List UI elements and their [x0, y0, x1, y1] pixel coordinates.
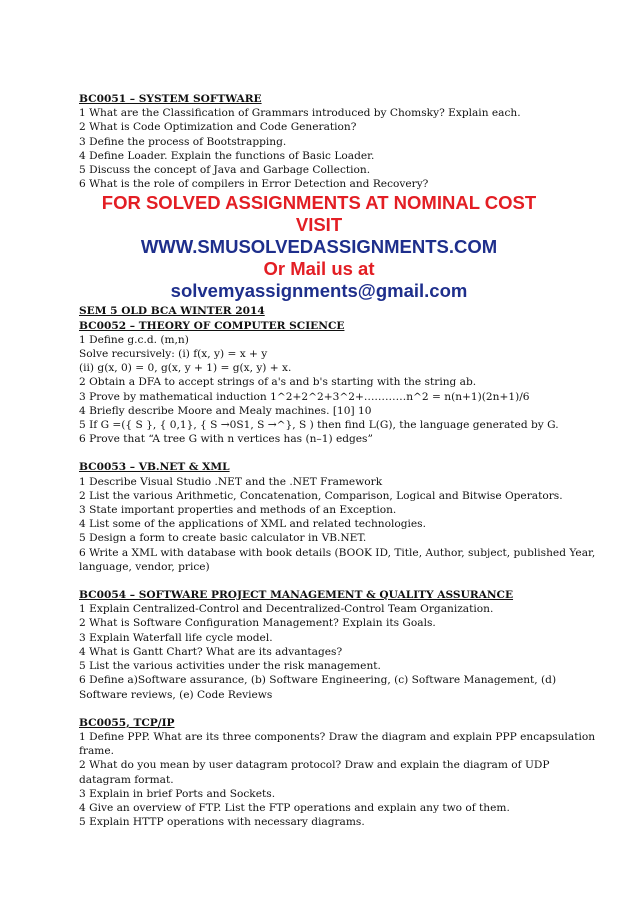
question-line: 5 List the various activities under the risk management. [79, 660, 381, 673]
spacer [79, 702, 598, 716]
promo-visit: VISIT [295, 214, 343, 236]
question-line: 4 Give an overview of FTP. List the FTP operations and explain any two of them. [79, 801, 510, 814]
question-line: 2 List the various Arithmetic, Concatenation, Comparison, Logical and Bitwise Operators. [79, 489, 563, 502]
promo-website-link[interactable]: WWW.SMUSOLVEDASSIGNMENTS.COM [140, 236, 498, 258]
question-line: (ii) g(x, 0) = 0, g(x, y + 1) = g(x, y) + x. [79, 362, 292, 375]
question-line: 5 Design a form to create basic calculator in VB.NET. [79, 532, 367, 545]
section-title: BC0054 – SOFTWARE PROJECT MANAGEMENT & QUALITY ASSURANCE [79, 589, 514, 602]
question-line: 5 If G =({ S }, { 0,1}, { S →0S1, S →^}, S ) then find L(G), the language generated by G. [79, 419, 559, 432]
section-title: BC0055, TCP/IP [79, 716, 175, 729]
question-line: 4 Define Loader. Explain the functions of Basic Loader. [79, 149, 375, 162]
section-title: BC0053 – VB.NET & XML [79, 461, 230, 474]
promo-email-link[interactable]: solvemyassignments@gmail.com [170, 280, 468, 302]
section-bc0055 [79, 716, 598, 830]
section-bc0052 [79, 304, 598, 446]
question-line: 1 Define PPP. What are its three components? Draw the diagram and explain PPP encapsulation frame. [79, 730, 596, 758]
section-bc0053 [79, 460, 598, 574]
question-line: 3 Prove by mathematical induction 1^2+2^2+3^2+…………n^2 = n(n+1)(2n+1)/6 [79, 390, 530, 403]
question-line: 3 State important properties and methods of an Exception. [79, 504, 397, 517]
question-line: 3 Define the process of Bootstrapping. [79, 135, 287, 148]
question-line: 2 Obtain a DFA to accept strings of a's and b's starting with the string ab. [79, 376, 477, 389]
section-bc0051 [79, 92, 598, 191]
promo-banner [0, 192, 638, 302]
question-line: 4 What is Gantt Chart? What are its advantages? [79, 645, 343, 658]
question-line: 3 Explain Waterfall life cycle model. [79, 631, 273, 644]
question-line: 6 Define a)Software assurance, (b) Software Engineering, (c) Software Management, (d) Software reviews, (e) Code Reviews [79, 674, 557, 701]
section-title: BC0052 – THEORY OF COMPUTER SCIENCE [79, 319, 345, 332]
promo-headline: FOR SOLVED ASSIGNMENTS AT NOMINAL COST [101, 192, 537, 214]
question-line: 6 What is the role of compilers in Error Detection and Recovery? [79, 178, 429, 191]
question-line: 4 List some of the applications of XML and related technologies. [79, 518, 426, 531]
semester-heading: SEM 5 OLD BCA WINTER 2014 [79, 305, 265, 318]
question-line: 5 Discuss the concept of Java and Garbage Collection. [79, 164, 371, 177]
question-line: Solve recursively: (i) f(x, y) = x + y [79, 348, 268, 361]
question-line: 2 What is Software Configuration Management? Explain its Goals. [79, 617, 436, 630]
spacer [79, 574, 598, 588]
question-line: 1 Define g.c.d. (m,n) [79, 333, 189, 346]
section-bc0054 [79, 588, 598, 702]
question-line: 4 Briefly describe Moore and Mealy machines. [10] 10 [79, 404, 372, 417]
question-line: 3 Explain in brief Ports and Sockets. [79, 787, 276, 800]
question-line: 6 Prove that “A tree G with n vertices has (n–1) edges” [79, 433, 373, 446]
question-line: 1 Describe Visual Studio .NET and the .NET Framework [79, 475, 383, 488]
question-line: 2 What is Code Optimization and Code Generation? [79, 121, 357, 134]
spacer [79, 446, 598, 460]
section-title: BC0051 – SYSTEM SOFTWARE [79, 93, 262, 105]
question-line: 1 Explain Centralized-Control and Decentralized-Control Team Organization. [79, 603, 494, 616]
promo-mail-label: Or Mail us at [263, 258, 375, 280]
question-line: 1 What are the Classification of Grammars introduced by Chomsky? Explain each. [79, 107, 521, 120]
question-line: 6 Write a XML with database with book details (BOOK ID, Title, Author, subject, published Year, language, vendor, price) [79, 546, 596, 573]
question-line: 5 Explain HTTP operations with necessary diagrams. [79, 816, 365, 829]
question-line: 2 What do you mean by user datagram protocol? Draw and explain the diagram of UDP datagram format. [79, 759, 550, 786]
